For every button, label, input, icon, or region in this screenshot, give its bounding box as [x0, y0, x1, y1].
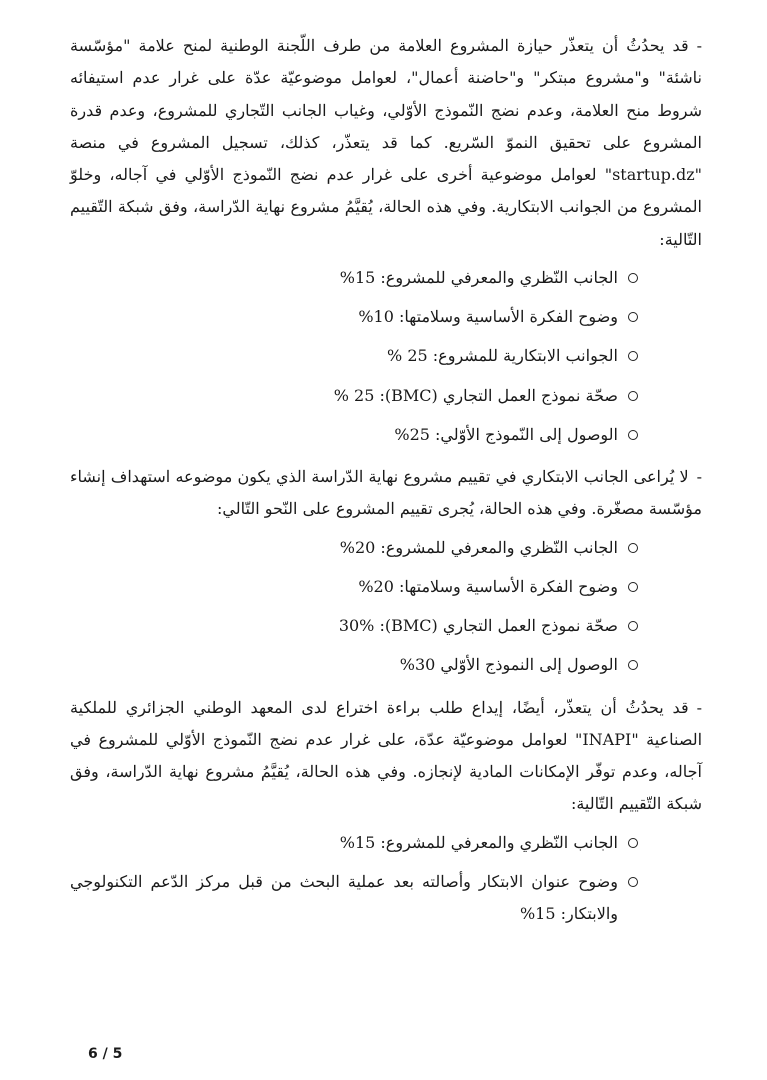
list-item: الجانب النّظري والمعرفي للمشروع: 20%: [70, 532, 618, 564]
list-item: وضوح الفكرة الأساسية وسلامتها: 10%: [70, 301, 618, 333]
list-item: وضوح الفكرة الأساسية وسلامتها: 20%: [70, 571, 618, 603]
criteria-list-2: [70, 532, 702, 682]
circle-bullet-icon: [628, 430, 638, 440]
list-item: الجانب النّظري والمعرفي للمشروع: 15%: [70, 262, 618, 294]
paragraph-3-dash: -: [696, 697, 702, 717]
page-number: 6 / 5: [88, 1046, 123, 1062]
paragraph-3-text: قد يحدُثُ أن يتعذّر، أيضًا، إيداع طلب براءة اختراع لدى المعهد الوطني الجزائري للملكية الصناعية "INAPI" لعوامل موضوعيّة عدّة، على غرار عدم نضج النّموذج الأوّلي للمشروع في آجاله، وعدم توفّر الإمكانات المادية لإنجازه. وفي هذه الحالة، يُقيَّمُ مشروع نهاية الدّراسة، وفق شبكة التّقييم التّالية:: [70, 697, 703, 814]
list-item: الجانب النّظري والمعرفي للمشروع: 15%: [70, 827, 618, 859]
circle-bullet-icon: [628, 877, 638, 887]
circle-bullet-icon: [628, 660, 638, 670]
circle-bullet-icon: [628, 312, 638, 322]
paragraph-2-dash: -: [696, 467, 702, 487]
circle-bullet-icon: [628, 543, 638, 553]
circle-bullet-icon: [628, 582, 638, 592]
list-item: وضوح عنوان الابتكار وأصالته بعد عملية البحث من قبل مركز الدّعم التكنولوجي والابتكار: 15%: [70, 866, 618, 931]
paragraph-2: [70, 461, 702, 526]
criteria-list-1: [70, 262, 702, 451]
circle-bullet-icon: [628, 351, 638, 361]
circle-bullet-icon: [628, 621, 638, 631]
paragraph-2-text: لا يُراعى الجانب الابتكاري في تقييم مشروع نهاية الدّراسة الذي يكون موضوعه استهداف إنشاء مؤسّسة مصغّرة. وفي هذه الحالة، يُجرى تقييم المشروع على النّحو التّالي:: [70, 467, 702, 519]
circle-bullet-icon: [628, 838, 638, 848]
criteria-list-3: [70, 827, 702, 931]
list-item: صحّة نموذج العمل التجاري (BMC): 25 %: [70, 380, 618, 412]
paragraph-3: [70, 692, 702, 821]
paragraph-1-dash: -: [696, 36, 703, 55]
paragraph-1-text: قد يحدُثُ أن يتعذّر حيازة المشروع العلامة من طرف اللّجنة الوطنية لمنح علامة "مؤسّسة ناشئة" و"مشروع مبتكر" و"حاضنة أعمال"، لعوامل موضوعيّة عدّة على غرار عدم استيفائه شروط منح العلامة، وعدم نضج النّموذج الأوّلي، وغياب الجانب التّجاري للمشروع، وعدم قدرة المشروع على تحقيق النموّ السّريع. كما قد يتعذّر، كذلك، تسجيل المشروع في منصة "startup.dz" لعوامل موضوعية أخرى على غرار عدم نضج النّموذج الأوّلي في آجاله، وخلوّ المشروع من الجوانب الابتكارية. وفي هذه الحالة، يُقيَّمُ مشروع نهاية الدّراسة، وفق شبكة التّقييم التّالية:: [70, 36, 702, 249]
document-body: [70, 30, 702, 941]
list-item: الجوانب الابتكارية للمشروع: 25 %: [70, 340, 618, 372]
circle-bullet-icon: [628, 391, 638, 401]
paragraph-1: [70, 30, 702, 256]
list-item: صحّة نموذج العمل التجاري (BMC): 30%: [70, 610, 618, 642]
list-item: الوصول إلى النموذج الأوّلي 30%: [70, 649, 618, 681]
list-item: الوصول إلى النّموذج الأوّلي: 25%: [70, 419, 618, 451]
circle-bullet-icon: [628, 273, 638, 283]
